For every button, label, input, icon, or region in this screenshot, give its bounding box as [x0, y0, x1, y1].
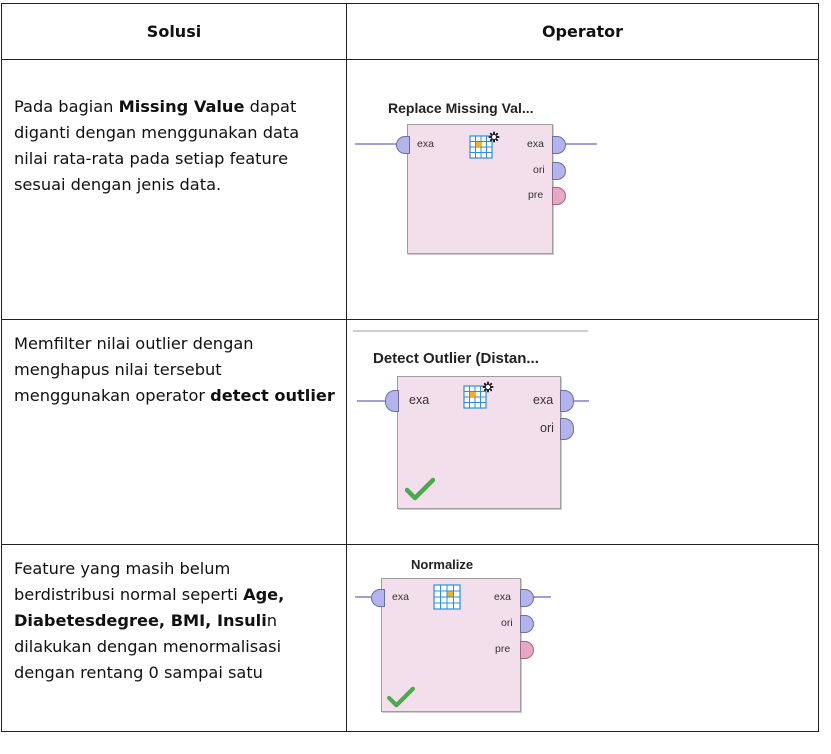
output-port-label: exa [533, 393, 554, 407]
desc-cell [2, 60, 347, 320]
output-port-label: ori [533, 164, 545, 176]
output-port-exa[interactable] [560, 390, 574, 412]
dataset-gear-icon [463, 380, 497, 412]
desc-cell [2, 545, 347, 732]
output-port-ori[interactable] [520, 615, 534, 633]
output-port-pre[interactable] [552, 187, 566, 205]
solution-table [1, 3, 819, 732]
operator-cell [347, 320, 819, 545]
output-port-ori[interactable] [552, 162, 566, 180]
table-row [2, 320, 819, 545]
output-port-label: pre [528, 189, 544, 201]
operator-title: Detect Outlier (Distan... [373, 350, 539, 367]
output-port-label: ori [501, 617, 513, 629]
dataset-gear-icon [469, 131, 503, 161]
output-connection [565, 143, 597, 145]
output-port-ori[interactable] [560, 418, 574, 440]
table-row [2, 545, 819, 732]
input-port-exa[interactable] [396, 136, 410, 154]
input-port-label: exa [417, 138, 434, 150]
solution-text: Memfilter nilai outlier dengan menghapus nilai tersebut menggunakan operator detect outlier [14, 334, 335, 405]
solution-text: Pada bagian Missing Value dapat diganti dengan menggunakan data nilai rata-rata pada setiap feature sesuai dengan jenis data. [14, 97, 300, 194]
output-port-label: ori [540, 421, 554, 435]
operator-cell [347, 545, 819, 732]
output-port-exa[interactable] [552, 136, 566, 154]
input-port-exa[interactable] [385, 390, 399, 412]
operator-title: Replace Missing Val... [388, 100, 534, 116]
input-port-label: exa [392, 591, 409, 603]
success-check-icon [387, 686, 415, 708]
output-port-label: exa [494, 591, 511, 603]
header-operator: Operator [347, 4, 819, 60]
input-port-label: exa [409, 393, 430, 407]
output-port-exa[interactable] [520, 589, 534, 607]
header-solusi: Solusi [2, 4, 347, 60]
operator-cell [347, 60, 819, 320]
operator-title: Normalize [411, 557, 474, 572]
desc-cell [2, 320, 347, 545]
output-port-pre[interactable] [520, 641, 534, 659]
dataset-icon [433, 582, 467, 612]
output-port-label: pre [495, 643, 511, 655]
divider [353, 330, 588, 332]
output-connection [573, 400, 589, 402]
success-check-icon [405, 477, 435, 501]
solution-text: Feature yang masih belum berdistribusi normal seperti Age, Diabetesdegree, BMI, Insulin dilakukan dengan menormalisasi dengan rentang 0 sampai satu [14, 559, 285, 682]
output-connection [533, 596, 551, 598]
table-row [2, 60, 819, 320]
input-port-exa[interactable] [371, 589, 385, 607]
output-port-label: exa [527, 138, 544, 150]
